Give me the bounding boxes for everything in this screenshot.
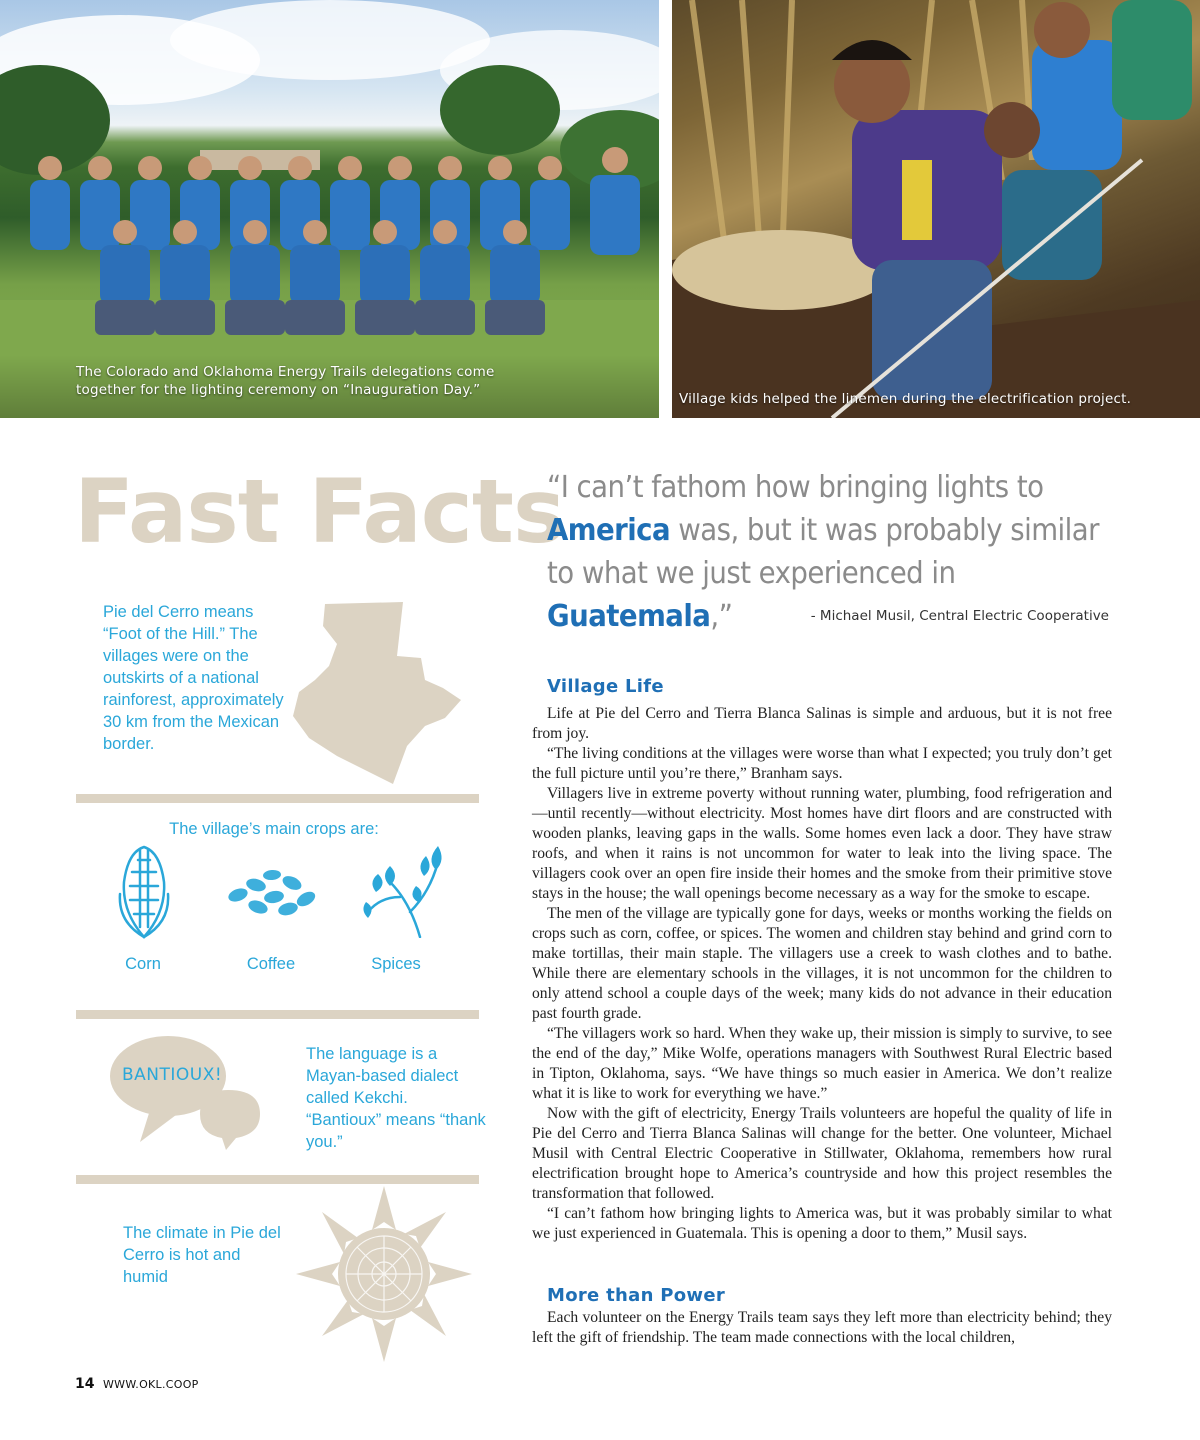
- quote-open: “I can’t fathom how bringing lights to: [547, 470, 1044, 505]
- crop-spices-label: Spices: [371, 955, 421, 973]
- group-photo-illustration: [0, 0, 659, 418]
- article-paragraph: The men of the village are typically gone for days, weeks or months working the fields on crops such as corn, coffee, or spices. The women and children stay behind and grind corn to make tortillas, their main staple. The villagers use a creek to wash clothes and to bathe. While there are elementary schools in the villages, it is not uncommon for the children to only attend school a couple days of the week; many kids do not advance in their education past fourth grade.: [532, 905, 1112, 1022]
- article-paragraph: Now with the gift of electricity, Energy Trails volunteers are hopeful the quality of life in Pie del Cerro and Tierra Blanca Salinas will change for the better. One volunteer, Michael Musil with Central Electric Cooperative in Stillwater, Oklahoma, remembers how rural electrification brought hope to America’s countryside and how this project resembles the transformation that followed.: [532, 1105, 1112, 1202]
- crops-label: The village’s main crops are:: [169, 820, 379, 838]
- village-life-body: [532, 704, 1112, 1244]
- section-divider: [76, 1175, 479, 1184]
- sun-icon: [296, 1186, 472, 1362]
- article-paragraph: Life at Pie del Cerro and Tierra Blanca Salinas is simple and arduous, but it is not free from joy.: [532, 705, 1112, 742]
- website-link[interactable]: WWW.OKL.COOP: [103, 1378, 199, 1391]
- article-paragraph: Each volunteer on the Energy Trails team says they left more than electricity behind; they left the gift of friendship. The team made connections with the local children,: [532, 1309, 1112, 1346]
- more-than-power-heading: More than Power: [547, 1285, 726, 1306]
- more-than-power-body: [532, 1308, 1112, 1348]
- delegation-group-photo: [0, 0, 659, 418]
- spices-icon: [360, 842, 446, 938]
- village-kids-photo: [672, 0, 1200, 418]
- article-paragraph: “The living conditions at the villages were worse than what I expected; you truly don’t get the full picture until you’re there,” Branham says.: [532, 745, 1112, 782]
- quote-middle: was, but it was probably similar to what we just experienced in: [547, 513, 1099, 591]
- coffee-beans-icon: [218, 865, 322, 921]
- climate-fact: The climate in Pie del Cerro is hot and humid: [123, 1224, 281, 1286]
- right-photo-caption: Village kids helped the linemen during the electrification project.: [679, 391, 1132, 407]
- village-life-heading: Village Life: [547, 676, 664, 697]
- bantioux-word: BANTIOUX!: [122, 1065, 223, 1085]
- left-photo-caption: The Colorado and Oklahoma Energy Trails delegations come together for the lighting ceremony on “Inauguration Day.”: [76, 364, 495, 398]
- speech-bubble-icon: [110, 1034, 270, 1152]
- section-divider: [76, 1010, 479, 1019]
- quote-close: ,”: [710, 599, 733, 634]
- article-paragraph: “The villagers work so hard. When they wake up, their mission is simply to survive, to see the end of the day,” Mike Wolfe, operations managers with Southwest Rural Electric based in Tipton, Oklahoma, says. “We have things so much easier in America. We don’t realize what it is like to work for everything we have.”: [532, 1025, 1112, 1102]
- quote-highlight-america: America: [547, 513, 671, 548]
- corn-icon: [114, 842, 174, 942]
- quote-highlight-guatemala: Guatemala: [547, 599, 711, 634]
- section-divider: [76, 794, 479, 803]
- location-fact: Pie del Cerro means “Foot of the Hill.” The villages were on the outskirts of a national rainforest, approximately 30 km from the Mexican border.: [103, 603, 284, 753]
- article-paragraph: Villagers live in extreme poverty without running water, plumbing, food refrigeration and—until recently—without electricity. Most homes have dirt floors and are constructed with wooden planks, leaving gaps in the walls. Some homes even lack a door. They have straw roofs, and when it rains is not uncommon for water to leak into the living space. The villagers cook over an open fire inside their homes and the smoke from their primitive stove stays in the house; the wall openings become necessary as a way for the smoke to escape.: [532, 785, 1112, 902]
- crop-corn-label: Corn: [125, 955, 161, 973]
- crop-coffee-label: Coffee: [246, 955, 296, 973]
- page-number: 14: [75, 1376, 95, 1392]
- guatemala-map-icon: [285, 596, 465, 786]
- quote-attribution: - Michael Musil, Central Electric Cooperative: [810, 608, 1109, 624]
- kids-photo-illustration: [672, 0, 1200, 418]
- article-paragraph: “I can’t fathom how bringing lights to America was, but it was probably similar to what we just experienced in Guatemala. This is opening a door to them,” Musil says.: [532, 1205, 1112, 1242]
- fast-facts-title: Fast Facts: [74, 460, 565, 563]
- language-fact: The language is a Mayan-based dialect called Kekchi. “Bantioux” means “thank you.”: [306, 1045, 486, 1151]
